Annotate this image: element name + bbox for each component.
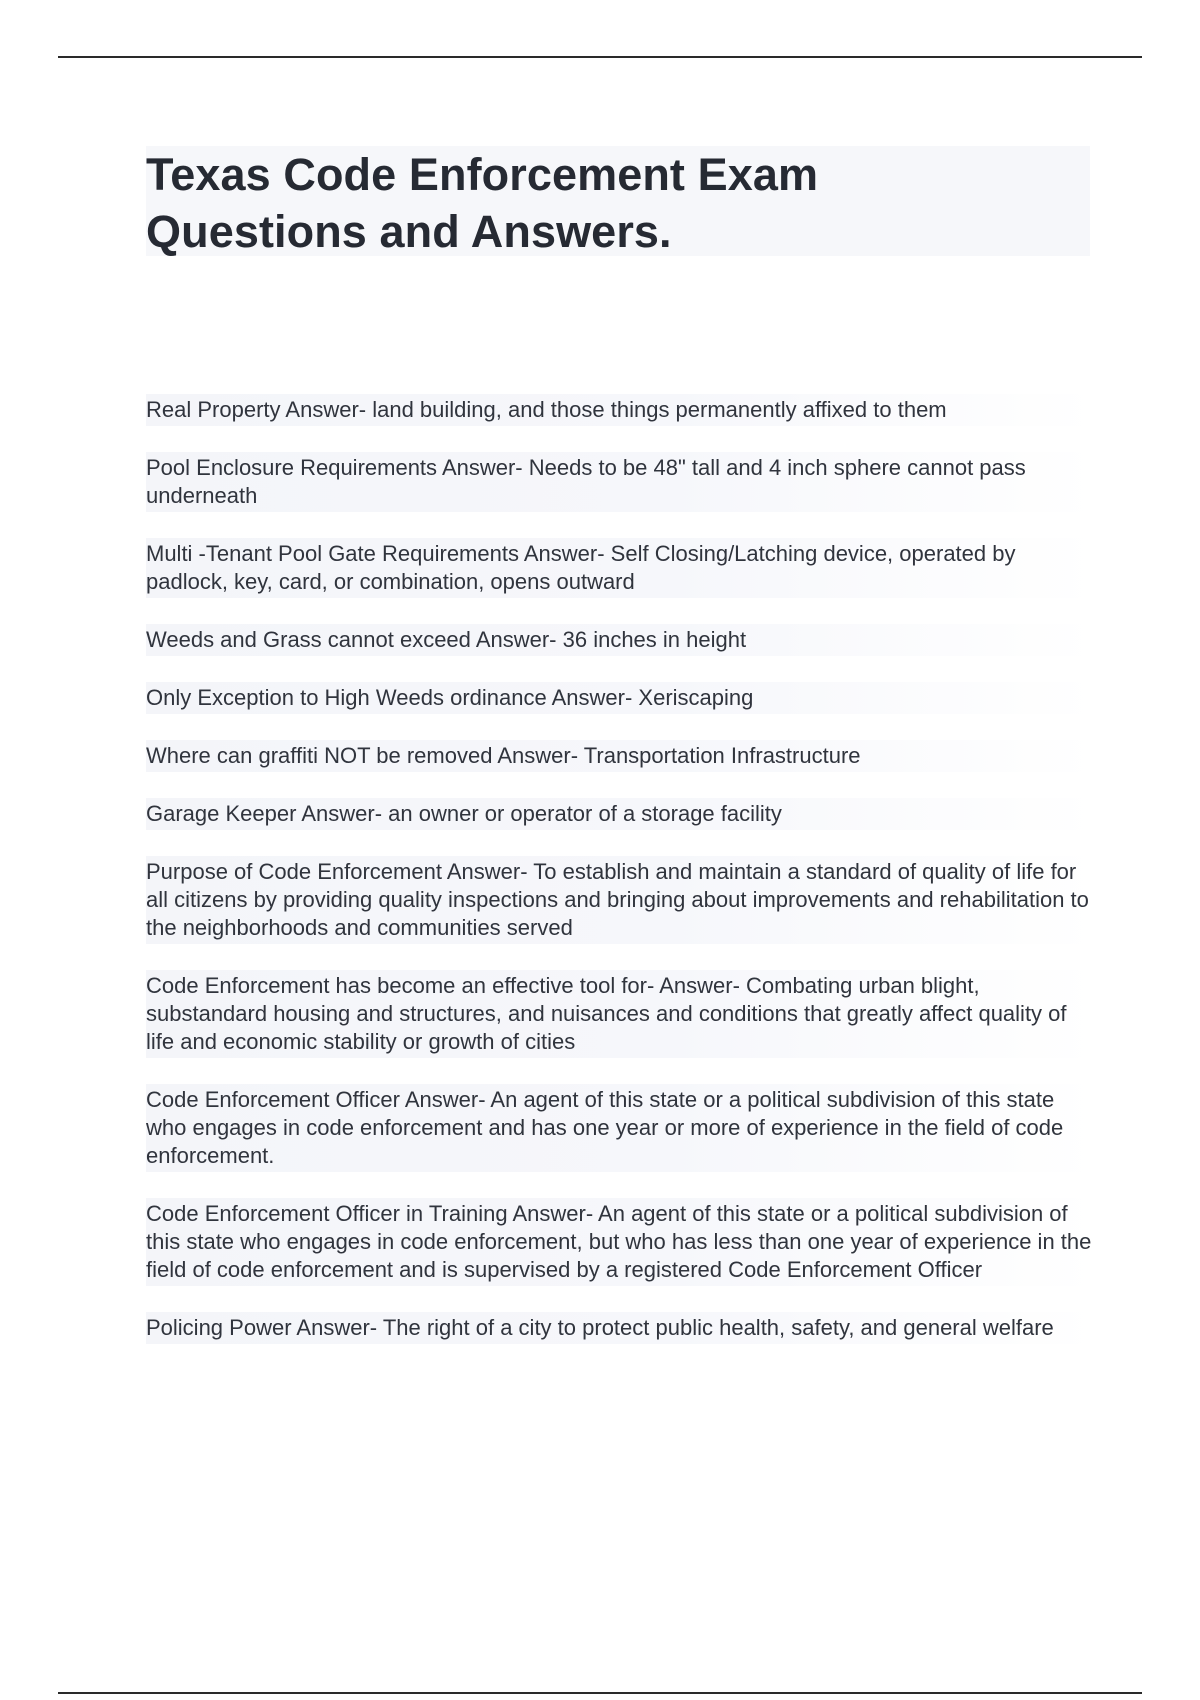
answer-text: Answer- To establish and maintain a standard of quality of life for all citizens by providing quality inspections and bringing about improvements and rehabilitation to the neighborhoods and communities served — [146, 859, 1089, 940]
answer-text: Answer- Transportation Infrastructure — [497, 743, 861, 768]
title-block — [146, 146, 1090, 256]
qa-item — [146, 1198, 1096, 1286]
qa-item — [146, 682, 1096, 714]
question-text: Policing Power — [146, 1315, 292, 1340]
answer-text: Answer- an owner or operator of a storage facility — [301, 801, 782, 826]
question-text: Code Enforcement Officer — [146, 1087, 400, 1112]
answer-text: Answer- An agent of this state or a political subdivision of this state who engages in code enforcement and has one year or more of experience in the field of code enforcement. — [146, 1087, 1064, 1168]
question-text: Garage Keeper — [146, 801, 297, 826]
qa-item — [146, 538, 1096, 598]
answer-text: Answer- Combating urban blight, substandard housing and structures, and nuisances and conditions that greatly affect quality of life and economic stability or growth of cities — [146, 973, 1067, 1054]
qa-list — [146, 394, 1096, 1370]
answer-text: Answer- The right of a city to protect public health, safety, and general welfare — [296, 1315, 1054, 1340]
qa-item — [146, 394, 1096, 426]
qa-item — [146, 798, 1096, 830]
bottom-rule — [58, 1692, 1142, 1694]
qa-item — [146, 1312, 1096, 1344]
qa-item — [146, 1084, 1096, 1172]
qa-item — [146, 624, 1096, 656]
question-text: Weeds and Grass cannot exceed — [146, 627, 471, 652]
question-text: Code Enforcement Officer in Training — [146, 1201, 508, 1226]
qa-item — [146, 970, 1096, 1058]
answer-text: Answer- Needs to be 48" tall and 4 inch sphere cannot pass underneath — [146, 455, 1026, 508]
top-rule — [58, 56, 1142, 58]
question-text: Where can graffiti NOT be removed — [146, 743, 493, 768]
answer-text: Answer- Xeriscaping — [551, 685, 754, 710]
answer-text: Answer- land building, and those things permanently affixed to them — [285, 397, 947, 422]
question-text: Pool Enclosure Requirements — [146, 455, 438, 480]
answer-text: Answer- Self Closing/Latching device, operated by padlock, key, card, or combination, opens outward — [146, 541, 1016, 594]
qa-item — [146, 740, 1096, 772]
question-text: Only Exception to High Weeds ordinance — [146, 685, 547, 710]
answer-text: Answer- An agent of this state or a political subdivision of this state who engages in code enforcement, but who has less than one year of experience in the field of code enforcement and is supervised by a registered Code Enforcement Officer — [146, 1201, 1092, 1282]
question-text: Real Property — [146, 397, 281, 422]
question-text: Multi -Tenant Pool Gate Requirements — [146, 541, 519, 566]
qa-item — [146, 856, 1096, 944]
question-text: Code Enforcement has become an effective tool for- — [146, 973, 655, 998]
answer-text: Answer- 36 inches in height — [475, 627, 747, 652]
question-text: Purpose of Code Enforcement — [146, 859, 442, 884]
document-title: Texas Code Enforcement Exam Questions and Answers. — [146, 149, 819, 257]
qa-item — [146, 452, 1096, 512]
